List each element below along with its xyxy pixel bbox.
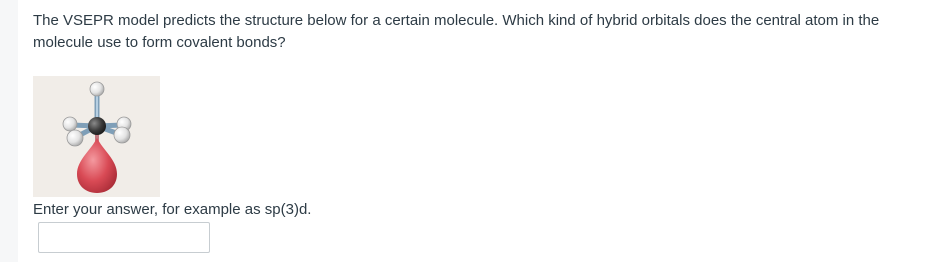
question-text: The VSEPR model predicts the structure below for a certain molecule. Which kind of hybrid orbitals does the central atom in the molecule use to form covalent bonds?: [33, 12, 880, 51]
central-atom: [88, 117, 106, 135]
molecule-figure: [33, 76, 160, 197]
bonded-atom-front-left: [67, 130, 83, 146]
bonded-atom-back-left: [63, 117, 77, 131]
bonded-atom-front-right: [114, 127, 130, 143]
lone-pair-lobe: [77, 138, 117, 193]
answer-prompt: Enter your answer, for example as sp(3)d.: [33, 201, 312, 218]
bonded-atom-top: [90, 82, 104, 96]
answer-input[interactable]: [38, 222, 210, 253]
molecule-model-image: [33, 76, 160, 197]
left-margin-strip: [0, 0, 18, 262]
